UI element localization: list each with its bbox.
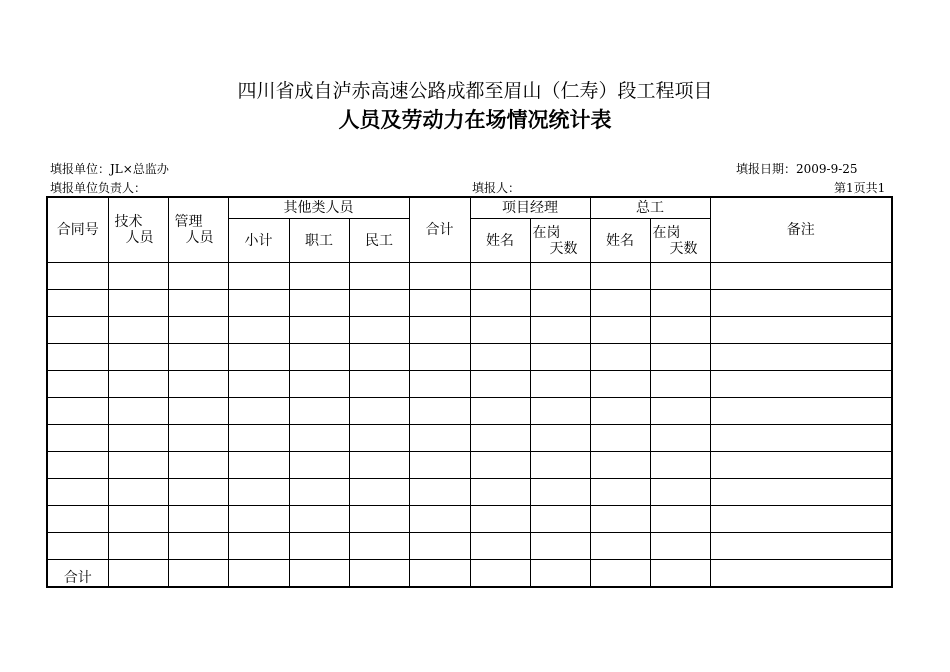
- table-cell[interactable]: [590, 344, 650, 371]
- table-cell[interactable]: [349, 533, 409, 560]
- table-cell[interactable]: [168, 425, 228, 452]
- table-cell[interactable]: [650, 425, 710, 452]
- table-cell[interactable]: [530, 479, 590, 506]
- table-cell[interactable]: [289, 452, 349, 479]
- table-cell[interactable]: [590, 506, 650, 533]
- table-cell[interactable]: [530, 263, 590, 290]
- table-cell[interactable]: [409, 506, 470, 533]
- header-pm-days: [530, 219, 590, 263]
- table-cell[interactable]: [168, 344, 228, 371]
- table-cell[interactable]: [349, 317, 409, 344]
- table-cell[interactable]: [590, 533, 650, 560]
- header-tech-staff: [108, 197, 168, 263]
- table-cell[interactable]: [108, 371, 168, 398]
- table-cell[interactable]: [289, 425, 349, 452]
- table-cell[interactable]: [349, 425, 409, 452]
- header-pm-name: 姓名: [470, 219, 530, 263]
- reporter: 填报人：: [472, 181, 521, 195]
- table-cell[interactable]: [409, 344, 470, 371]
- header-staff: 职工: [289, 219, 349, 263]
- table-cell[interactable]: [470, 263, 530, 290]
- table-cell[interactable]: [470, 506, 530, 533]
- table-cell[interactable]: [228, 398, 289, 425]
- header-subtotal: 小计: [228, 219, 289, 263]
- table-row: [47, 452, 892, 479]
- table-row: [47, 344, 892, 371]
- table-cell[interactable]: [409, 425, 470, 452]
- table-cell[interactable]: [710, 263, 892, 290]
- header-other-staff: 其他类人员: [228, 197, 409, 219]
- table-cell[interactable]: [168, 263, 228, 290]
- table-cell[interactable]: [228, 452, 289, 479]
- header-tech-b: 人员: [125, 230, 154, 246]
- table-cell[interactable]: [228, 371, 289, 398]
- table-cell[interactable]: [590, 425, 650, 452]
- table-cell[interactable]: [228, 344, 289, 371]
- table-cell[interactable]: [108, 425, 168, 452]
- table-cell[interactable]: [108, 290, 168, 317]
- header-chief-days-a: 在岗: [652, 224, 681, 241]
- table-cell[interactable]: [710, 317, 892, 344]
- header-contract-no: 合同号: [47, 197, 108, 263]
- table-cell[interactable]: [47, 425, 108, 452]
- header-labor: 民工: [349, 219, 409, 263]
- sum-cell[interactable]: [590, 560, 650, 588]
- table-cell[interactable]: [530, 452, 590, 479]
- table-cell[interactable]: [289, 479, 349, 506]
- table-cell[interactable]: [349, 452, 409, 479]
- title-line-1: 四川省成自泸赤高速公路成都至眉山（仁寿）段工程项目: [237, 80, 713, 102]
- table-cell[interactable]: [289, 533, 349, 560]
- table-row: [47, 290, 892, 317]
- sum-cell[interactable]: [710, 560, 892, 588]
- table-cell[interactable]: [168, 479, 228, 506]
- table-cell[interactable]: [470, 290, 530, 317]
- sum-cell[interactable]: [289, 560, 349, 588]
- table-cell[interactable]: [289, 344, 349, 371]
- table-cell[interactable]: [349, 479, 409, 506]
- table-row: [47, 371, 892, 398]
- header-tech-a: 技术: [114, 214, 143, 230]
- table-cell[interactable]: [409, 398, 470, 425]
- fill-unit: 填报单位：JL×总监办: [50, 162, 169, 176]
- table-cell[interactable]: [710, 398, 892, 425]
- table-cell[interactable]: [470, 371, 530, 398]
- table-row: [47, 317, 892, 344]
- header-row-1: [47, 197, 892, 219]
- table-cell[interactable]: [530, 371, 590, 398]
- table-cell[interactable]: [349, 398, 409, 425]
- table-cell[interactable]: [650, 290, 710, 317]
- table-cell[interactable]: [710, 506, 892, 533]
- table-cell[interactable]: [650, 533, 710, 560]
- table-cell[interactable]: [409, 290, 470, 317]
- header-project-manager: 项目经理: [470, 197, 590, 219]
- header-chief-name: 姓名: [590, 219, 650, 263]
- table-cell[interactable]: [228, 317, 289, 344]
- table-cell[interactable]: [530, 344, 590, 371]
- table-cell[interactable]: [650, 344, 710, 371]
- sum-cell[interactable]: [168, 560, 228, 588]
- table-cell[interactable]: [168, 506, 228, 533]
- table-row: [47, 263, 892, 290]
- table-cell[interactable]: [168, 290, 228, 317]
- table-cell[interactable]: [228, 263, 289, 290]
- table-cell[interactable]: [650, 506, 710, 533]
- sum-label: 合计: [47, 560, 108, 588]
- table-cell[interactable]: [530, 533, 590, 560]
- header-chief-days: [650, 219, 710, 263]
- header-mgmt-b: 人员: [185, 230, 214, 246]
- table-cell[interactable]: [590, 263, 650, 290]
- table-cell[interactable]: [228, 479, 289, 506]
- table-cell[interactable]: [168, 398, 228, 425]
- table-cell[interactable]: [289, 506, 349, 533]
- table-cell[interactable]: [47, 317, 108, 344]
- table-cell[interactable]: [409, 263, 470, 290]
- statistics-table: [46, 196, 893, 588]
- table-cell[interactable]: [289, 371, 349, 398]
- header-remarks: 备注: [710, 197, 892, 263]
- table-cell[interactable]: [289, 398, 349, 425]
- table-cell[interactable]: [710, 290, 892, 317]
- table-cell[interactable]: [47, 452, 108, 479]
- table-cell[interactable]: [470, 317, 530, 344]
- table-cell[interactable]: [470, 479, 530, 506]
- table-cell[interactable]: [409, 479, 470, 506]
- table-cell[interactable]: [530, 506, 590, 533]
- table-cell[interactable]: [710, 425, 892, 452]
- header-chief-days-b: 天数: [669, 240, 698, 257]
- table-cell[interactable]: [710, 452, 892, 479]
- table-cell[interactable]: [349, 371, 409, 398]
- table-cell[interactable]: [590, 398, 650, 425]
- table-cell[interactable]: [289, 317, 349, 344]
- sum-cell[interactable]: [650, 560, 710, 588]
- header-mgmt-staff: [168, 197, 228, 263]
- title-line-2: 人员及劳动力在场情况统计表: [338, 108, 612, 132]
- unit-responsible: 填报单位负责人：: [50, 181, 147, 195]
- table-cell[interactable]: [228, 506, 289, 533]
- table-cell[interactable]: [530, 317, 590, 344]
- table-cell[interactable]: [108, 344, 168, 371]
- table-cell[interactable]: [108, 533, 168, 560]
- header-mgmt-a: 管理: [174, 214, 203, 230]
- sum-cell[interactable]: [228, 560, 289, 588]
- sum-row: [47, 560, 892, 588]
- table-cell[interactable]: [650, 479, 710, 506]
- table-cell[interactable]: [710, 479, 892, 506]
- table-cell[interactable]: [650, 398, 710, 425]
- table-cell[interactable]: [168, 452, 228, 479]
- table-cell[interactable]: [650, 317, 710, 344]
- sum-cell[interactable]: [349, 560, 409, 588]
- table-cell[interactable]: [470, 533, 530, 560]
- table-cell[interactable]: [470, 452, 530, 479]
- table-cell[interactable]: [108, 452, 168, 479]
- table-cell[interactable]: [168, 317, 228, 344]
- table-cell[interactable]: [710, 371, 892, 398]
- table-cell[interactable]: [530, 290, 590, 317]
- table-cell[interactable]: [108, 506, 168, 533]
- table-row: [47, 506, 892, 533]
- table-cell[interactable]: [47, 344, 108, 371]
- table-cell[interactable]: [47, 479, 108, 506]
- table-cell[interactable]: [470, 344, 530, 371]
- table-cell[interactable]: [349, 506, 409, 533]
- sum-cell[interactable]: [530, 560, 590, 588]
- table-cell[interactable]: [409, 371, 470, 398]
- table-cell[interactable]: [409, 452, 470, 479]
- table-cell[interactable]: [590, 290, 650, 317]
- table-cell[interactable]: [349, 344, 409, 371]
- sum-cell[interactable]: [108, 560, 168, 588]
- table-cell[interactable]: [409, 533, 470, 560]
- table-cell[interactable]: [47, 263, 108, 290]
- table-cell[interactable]: [590, 479, 650, 506]
- header-chief-engineer: 总工: [590, 197, 710, 219]
- table-row: [47, 533, 892, 560]
- table-cell[interactable]: [47, 371, 108, 398]
- table-row: [47, 479, 892, 506]
- table-cell[interactable]: [228, 425, 289, 452]
- header-pm-days-b: 天数: [549, 240, 578, 257]
- table-cell[interactable]: [590, 371, 650, 398]
- table-cell[interactable]: [108, 479, 168, 506]
- table-cell[interactable]: [349, 263, 409, 290]
- table-cell[interactable]: [650, 452, 710, 479]
- table-cell[interactable]: [710, 344, 892, 371]
- header-pm-days-a: 在岗: [532, 224, 561, 241]
- table-row: [47, 425, 892, 452]
- sum-cell[interactable]: [470, 560, 530, 588]
- table-cell[interactable]: [228, 533, 289, 560]
- table-cell[interactable]: [349, 290, 409, 317]
- table-cell[interactable]: [470, 398, 530, 425]
- table-cell[interactable]: [590, 317, 650, 344]
- table-cell[interactable]: [108, 317, 168, 344]
- header-total: 合计: [409, 197, 470, 263]
- table-cell[interactable]: [289, 263, 349, 290]
- table-cell[interactable]: [710, 533, 892, 560]
- table-cell[interactable]: [168, 533, 228, 560]
- table-cell[interactable]: [47, 506, 108, 533]
- table-cell[interactable]: [409, 317, 470, 344]
- table-cell[interactable]: [289, 290, 349, 317]
- table-cell[interactable]: [108, 398, 168, 425]
- table-cell[interactable]: [590, 452, 650, 479]
- table-cell[interactable]: [530, 398, 590, 425]
- table-cell[interactable]: [228, 290, 289, 317]
- table-cell[interactable]: [47, 290, 108, 317]
- fill-date: 填报日期：2009-9-25: [736, 162, 858, 176]
- sum-cell[interactable]: [409, 560, 470, 588]
- table-cell[interactable]: [470, 425, 530, 452]
- table-cell[interactable]: [650, 263, 710, 290]
- table-cell[interactable]: [650, 371, 710, 398]
- table-cell[interactable]: [168, 371, 228, 398]
- table-cell[interactable]: [108, 263, 168, 290]
- table-cell[interactable]: [47, 533, 108, 560]
- table-cell[interactable]: [47, 398, 108, 425]
- table-cell[interactable]: [530, 425, 590, 452]
- page-indicator: 第1页共1: [834, 181, 886, 195]
- table-row: [47, 398, 892, 425]
